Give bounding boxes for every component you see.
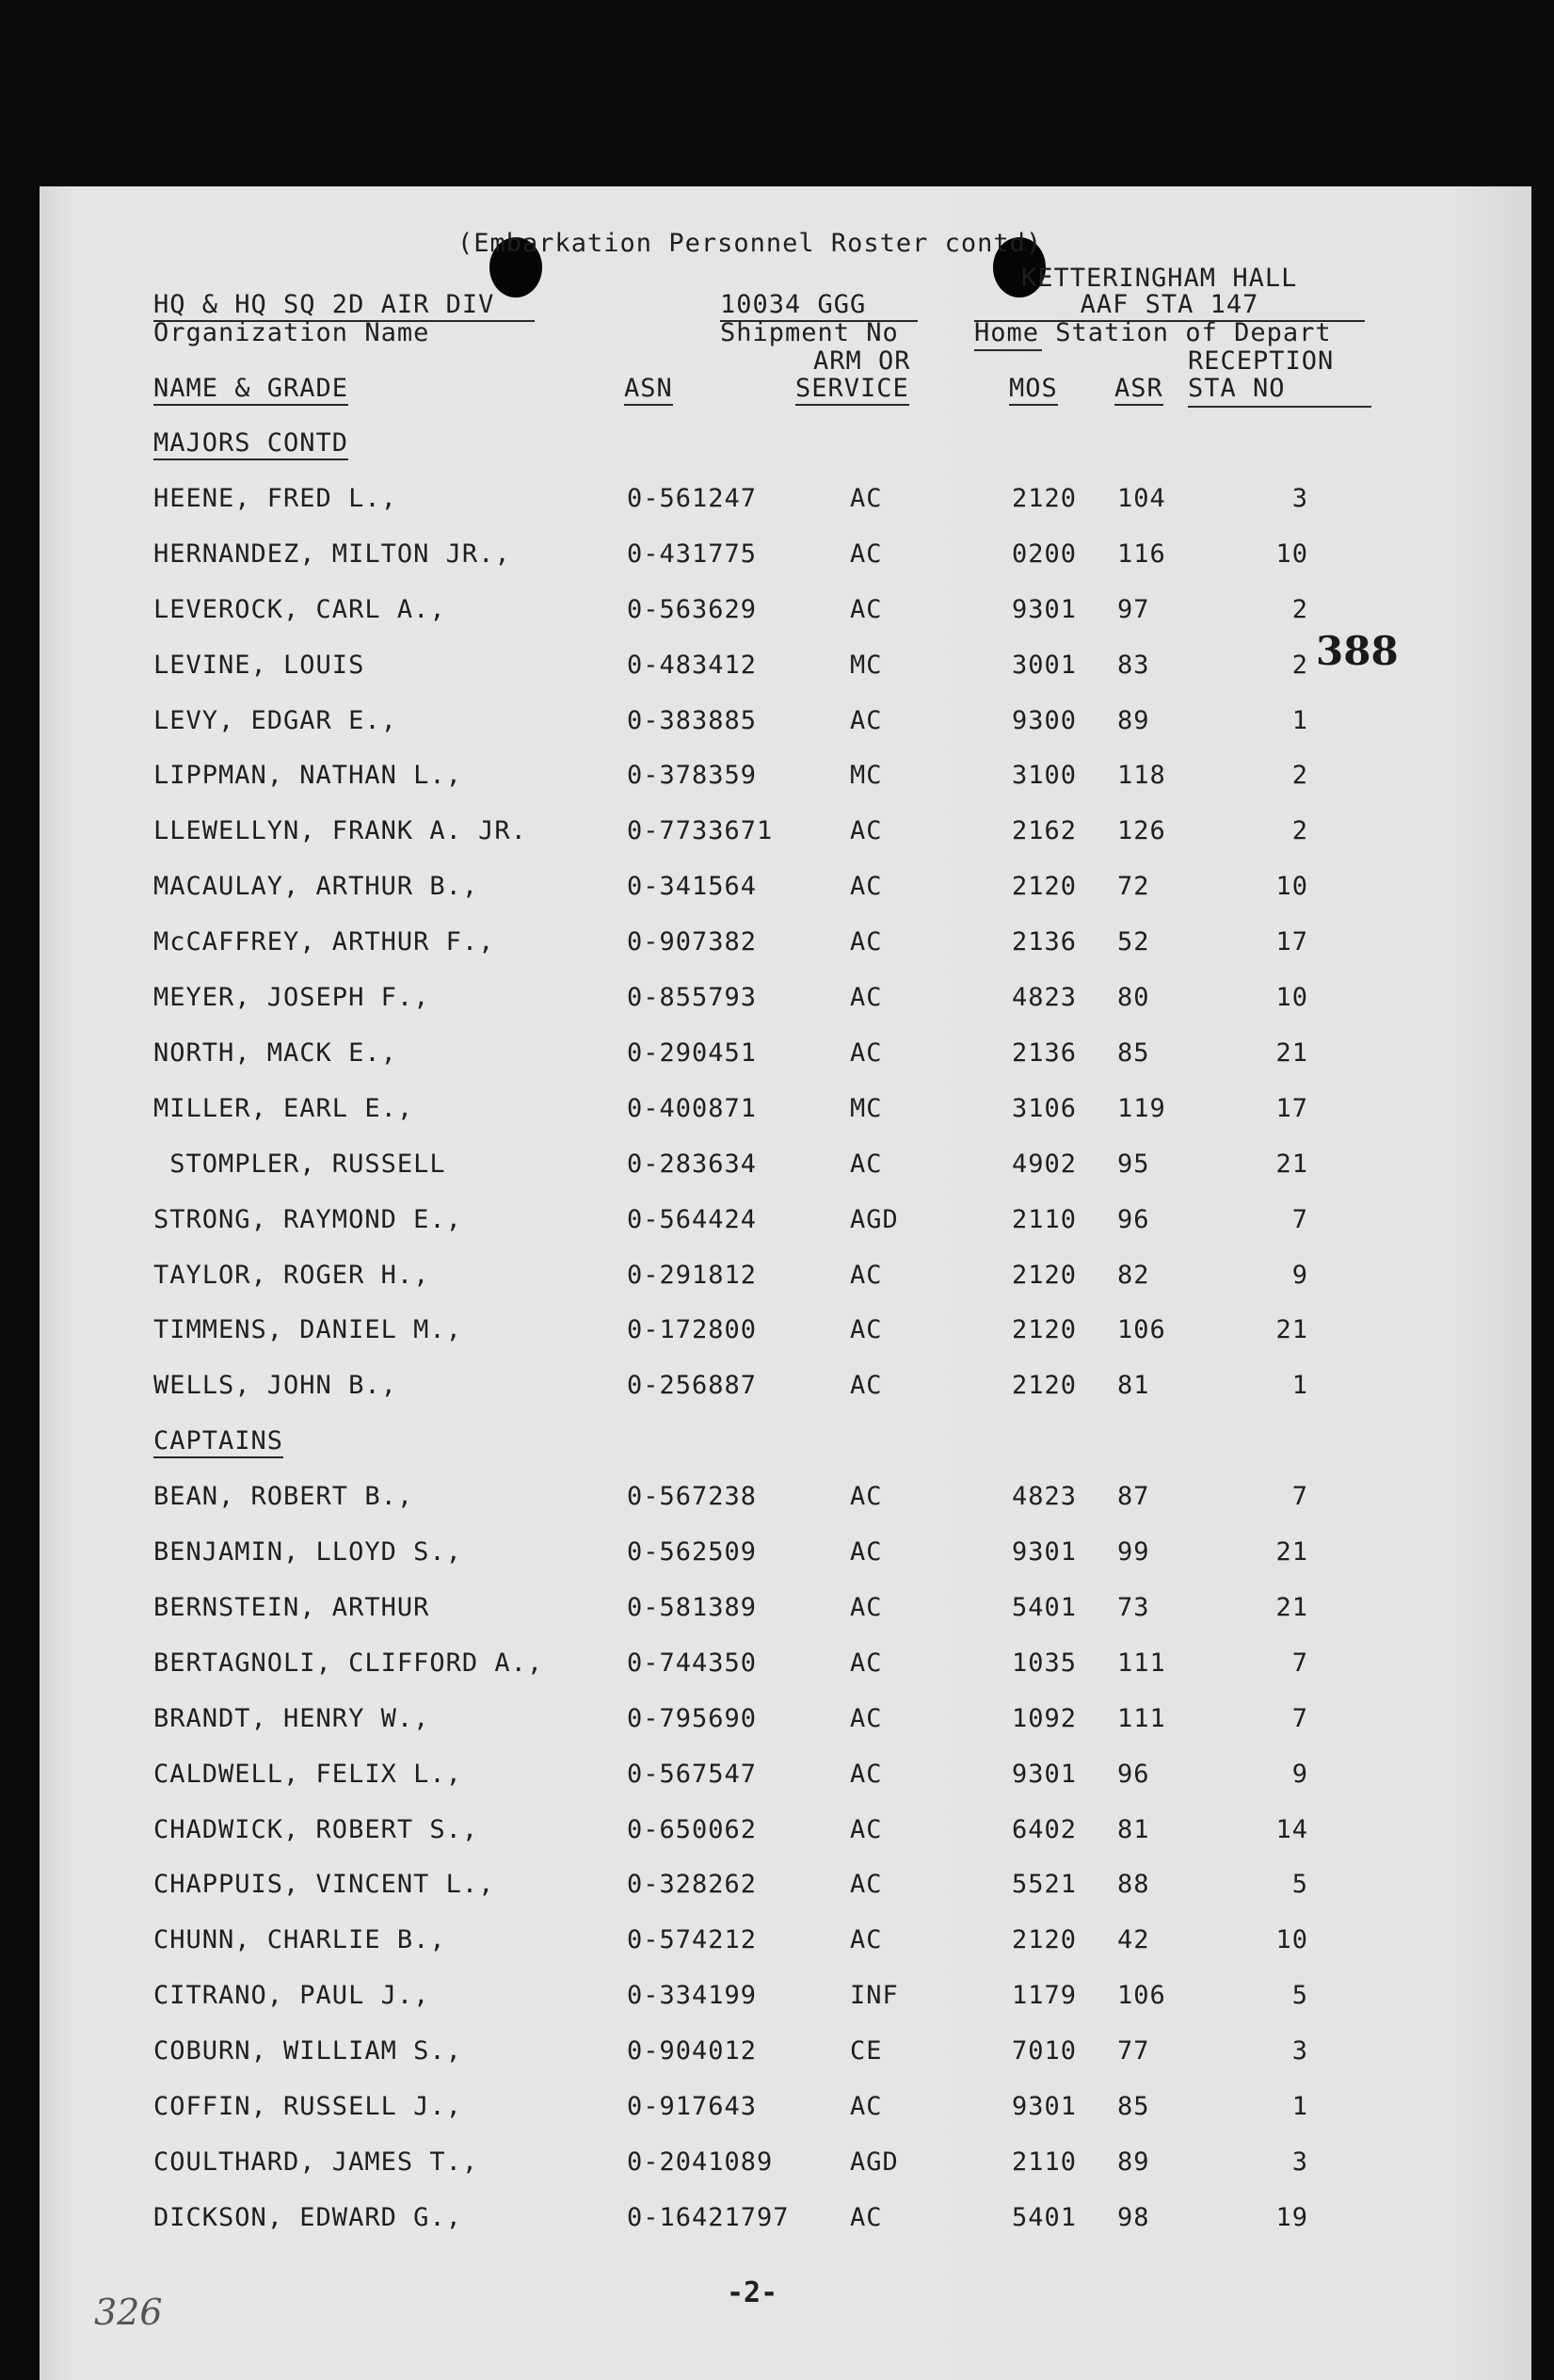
name-cell: COULTHARD, JAMES T., xyxy=(153,2147,479,2177)
reception-station-cell: 21 xyxy=(1275,1037,1308,1068)
column-arm-service: SERVICE xyxy=(795,374,909,406)
reception-station-cell: 10 xyxy=(1275,539,1308,569)
roster-row xyxy=(0,2092,1554,2130)
service-cell: AC xyxy=(850,1260,883,1290)
name-cell: BRANDT, HENRY W., xyxy=(153,1703,430,1733)
mos-cell: 2120 xyxy=(1012,1925,1078,1955)
asn-cell: 0-907382 xyxy=(627,927,758,957)
reception-station-cell: 3 xyxy=(1291,2147,1308,2177)
name-cell: CHADWICK, ROBERT S., xyxy=(153,1814,479,1844)
mos-cell: 2110 xyxy=(1012,1204,1078,1234)
asr-cell: 119 xyxy=(1117,1093,1166,1123)
mos-cell: 4902 xyxy=(1012,1149,1078,1179)
mos-cell: 5521 xyxy=(1012,1870,1078,1900)
asr-cell: 82 xyxy=(1117,1260,1150,1290)
asn-cell: 0-16421797 xyxy=(627,2202,790,2232)
asr-cell: 95 xyxy=(1117,1149,1150,1179)
reception-station-cell: 3 xyxy=(1291,2036,1308,2066)
reception-station-cell: 7 xyxy=(1291,1703,1308,1733)
name-cell: MILLER, EARL E., xyxy=(153,1093,414,1123)
reception-station-cell: 5 xyxy=(1291,1870,1308,1900)
reception-station-cell: 2 xyxy=(1291,594,1308,624)
service-cell: AC xyxy=(850,1537,883,1567)
roster-row xyxy=(0,1371,1554,1408)
asn-cell: 0-7733671 xyxy=(627,816,774,846)
mos-cell: 9301 xyxy=(1012,594,1078,624)
roster-row xyxy=(0,1925,1554,1963)
name-cell: STOMPLER, RUSSELL xyxy=(153,1149,446,1179)
asn-cell: 0-855793 xyxy=(627,983,758,1012)
name-cell: STRONG, RAYMOND E., xyxy=(153,1204,462,1234)
service-cell: INF xyxy=(850,1981,899,2011)
reception-station-cell: 21 xyxy=(1275,1592,1308,1622)
service-cell: AC xyxy=(850,2092,883,2121)
name-cell: HERNANDEZ, MILTON JR., xyxy=(153,539,511,569)
mos-cell: 2136 xyxy=(1012,927,1078,957)
service-cell: AC xyxy=(850,1814,883,1844)
home-underline xyxy=(974,349,1042,351)
name-cell: HEENE, FRED L., xyxy=(153,483,397,513)
asr-cell: 89 xyxy=(1117,705,1150,735)
reception-station-cell: 10 xyxy=(1275,983,1308,1012)
asn-cell: 0-383885 xyxy=(627,705,758,735)
asr-cell: 126 xyxy=(1117,816,1166,846)
roster-row xyxy=(0,1870,1554,1907)
mos-cell: 5401 xyxy=(1012,2202,1078,2232)
service-cell: AC xyxy=(850,1315,883,1345)
name-cell: BERNSTEIN, ARTHUR xyxy=(153,1592,430,1622)
name-cell: LEVEROCK, CARL A., xyxy=(153,594,446,624)
asr-cell: 116 xyxy=(1117,539,1166,569)
service-cell: AC xyxy=(850,539,883,569)
asn-cell: 0-567547 xyxy=(627,1759,758,1789)
service-cell: AC xyxy=(850,983,883,1012)
mos-cell: 5401 xyxy=(1012,1592,1078,1622)
roster-row xyxy=(0,1482,1554,1520)
asn-cell: 0-328262 xyxy=(627,1870,758,1900)
name-cell: BERTAGNOLI, CLIFFORD A., xyxy=(153,1648,544,1678)
mos-cell: 4823 xyxy=(1012,983,1078,1012)
service-cell: AC xyxy=(850,705,883,735)
mos-cell: 2136 xyxy=(1012,1037,1078,1068)
roster-row xyxy=(0,1704,1554,1742)
reception-underline xyxy=(1188,406,1371,408)
asr-cell: 111 xyxy=(1117,1648,1166,1678)
service-cell: AC xyxy=(850,872,883,902)
home-station-line-1: KETTERINGHAM HALL xyxy=(1021,264,1298,293)
service-cell: MC xyxy=(850,761,883,791)
home-station-label: Home Station of Depart xyxy=(974,318,1332,347)
asn-cell: 0-561247 xyxy=(627,483,758,513)
roster-row xyxy=(0,1094,1554,1132)
reception-station-cell: 7 xyxy=(1291,1204,1308,1234)
asn-cell: 0-564424 xyxy=(627,1204,758,1234)
name-cell: NORTH, MACK E., xyxy=(153,1037,397,1068)
name-cell: WELLS, JOHN B., xyxy=(153,1371,397,1401)
roster-row xyxy=(0,2036,1554,2074)
asn-cell: 0-400871 xyxy=(627,1093,758,1123)
reception-station-cell: 1 xyxy=(1291,1371,1308,1401)
service-cell: AC xyxy=(850,927,883,957)
asr-cell: 106 xyxy=(1117,1315,1166,1345)
section-heading: MAJORS CONTD xyxy=(153,428,348,460)
name-cell: COBURN, WILLIAM S., xyxy=(153,2036,462,2066)
roster-row xyxy=(0,1815,1554,1853)
name-cell: TAYLOR, ROGER H., xyxy=(153,1260,430,1290)
asr-cell: 88 xyxy=(1117,1870,1150,1900)
roster-row xyxy=(0,706,1554,744)
roster-row xyxy=(0,1648,1554,1686)
asr-cell: 73 xyxy=(1117,1592,1150,1622)
service-cell: AC xyxy=(850,1037,883,1068)
asr-cell: 81 xyxy=(1117,1371,1150,1401)
roster-row xyxy=(0,1593,1554,1631)
mos-cell: 2120 xyxy=(1012,872,1078,902)
asr-cell: 85 xyxy=(1117,1037,1150,1068)
roster-row xyxy=(0,595,1554,633)
organization-name: HQ & HQ SQ 2D AIR DIV xyxy=(153,290,535,322)
service-cell: AC xyxy=(850,1759,883,1789)
mos-cell: 9301 xyxy=(1012,1759,1078,1789)
mos-cell: 2120 xyxy=(1012,1371,1078,1401)
asn-cell: 0-378359 xyxy=(627,761,758,791)
roster-row xyxy=(0,2203,1554,2241)
name-cell: BENJAMIN, LLOYD S., xyxy=(153,1537,462,1567)
service-cell: AC xyxy=(850,1149,883,1179)
home-station-line-2: AAF STA 147 xyxy=(974,290,1365,322)
roster-row xyxy=(0,983,1554,1021)
asn-cell: 0-256887 xyxy=(627,1371,758,1401)
service-cell: AC xyxy=(850,1592,883,1622)
reception-station-cell: 14 xyxy=(1275,1814,1308,1844)
asr-cell: 87 xyxy=(1117,1482,1150,1512)
service-cell: AC xyxy=(850,816,883,846)
mos-cell: 7010 xyxy=(1012,2036,1078,2066)
mos-cell: 3106 xyxy=(1012,1093,1078,1123)
roster-row xyxy=(0,1315,1554,1353)
reception-station-cell: 5 xyxy=(1291,1981,1308,2011)
asr-cell: 96 xyxy=(1117,1759,1150,1789)
mos-cell: 3100 xyxy=(1012,761,1078,791)
asn-cell: 0-431775 xyxy=(627,539,758,569)
asn-cell: 0-291812 xyxy=(627,1260,758,1290)
asr-cell: 97 xyxy=(1117,594,1150,624)
organization-label: Organization Name xyxy=(153,318,430,347)
asr-cell: 52 xyxy=(1117,927,1150,957)
asn-cell: 0-567238 xyxy=(627,1482,758,1512)
roster-row xyxy=(0,816,1554,854)
asr-cell: 89 xyxy=(1117,2147,1150,2177)
asn-cell: 0-2041089 xyxy=(627,2147,774,2177)
reception-station-cell: 10 xyxy=(1275,1925,1308,1955)
mos-cell: 2162 xyxy=(1012,816,1078,846)
reception-station-cell: 17 xyxy=(1275,927,1308,957)
name-cell: CALDWELL, FELIX L., xyxy=(153,1759,462,1789)
service-cell: AC xyxy=(850,1482,883,1512)
mos-cell: 9301 xyxy=(1012,1537,1078,1567)
asn-cell: 0-172800 xyxy=(627,1315,758,1345)
column-asn: ASN xyxy=(624,374,673,406)
mos-cell: 0200 xyxy=(1012,539,1078,569)
asn-cell: 0-334199 xyxy=(627,1981,758,2011)
asr-cell: 98 xyxy=(1117,2202,1150,2232)
pencil-note: 326 xyxy=(94,2292,163,2333)
name-cell: LLEWELLYN, FRANK A. JR. xyxy=(153,816,527,846)
asr-cell: 104 xyxy=(1117,483,1166,513)
asn-cell: 0-744350 xyxy=(627,1648,758,1678)
mos-cell: 1035 xyxy=(1012,1648,1078,1678)
reception-station-cell: 17 xyxy=(1275,1093,1308,1123)
column-mos: MOS xyxy=(1009,374,1058,406)
name-cell: LEVY, EDGAR E., xyxy=(153,705,397,735)
service-cell: AC xyxy=(850,1703,883,1733)
reception-station-cell: 7 xyxy=(1291,1648,1308,1678)
asr-cell: 96 xyxy=(1117,1204,1150,1234)
name-cell: COFFIN, RUSSELL J., xyxy=(153,2092,462,2121)
mos-cell: 2110 xyxy=(1012,2147,1078,2177)
roster-row xyxy=(0,1981,1554,2018)
shipment-number: 10034 GGG xyxy=(720,290,918,322)
service-cell: AC xyxy=(850,594,883,624)
reception-station-cell: 7 xyxy=(1291,1482,1308,1512)
reception-station-cell: 21 xyxy=(1275,1149,1308,1179)
service-cell: CE xyxy=(850,2036,883,2066)
asn-cell: 0-917643 xyxy=(627,2092,758,2121)
name-cell: CHAPPUIS, VINCENT L., xyxy=(153,1870,495,1900)
roster-row xyxy=(0,1261,1554,1298)
name-cell: LIPPMAN, NATHAN L., xyxy=(153,761,462,791)
roster-row xyxy=(0,761,1554,798)
service-cell: AC xyxy=(850,483,883,513)
name-cell: MACAULAY, ARTHUR B., xyxy=(153,872,479,902)
reception-station-cell: 21 xyxy=(1275,1315,1308,1345)
roster-row xyxy=(0,1760,1554,1797)
roster-row xyxy=(0,484,1554,522)
asr-cell: 77 xyxy=(1117,2036,1150,2066)
roster-row xyxy=(0,1537,1554,1575)
asr-cell: 106 xyxy=(1117,1981,1166,2011)
mos-cell: 2120 xyxy=(1012,1315,1078,1345)
asn-cell: 0-795690 xyxy=(627,1703,758,1733)
reception-station-cell: 9 xyxy=(1291,1260,1308,1290)
asr-cell: 85 xyxy=(1117,2092,1150,2121)
asn-cell: 0-904012 xyxy=(627,2036,758,2066)
roster-row xyxy=(0,1150,1554,1187)
service-cell: AGD xyxy=(850,1204,899,1234)
roster-row xyxy=(0,872,1554,909)
page-number: -2- xyxy=(727,2276,778,2309)
document-title: (Embarkation Personnel Roster contd) xyxy=(457,229,1043,258)
asr-cell: 72 xyxy=(1117,872,1150,902)
service-cell: AC xyxy=(850,1870,883,1900)
asr-cell: 83 xyxy=(1117,650,1150,680)
mos-cell: 6402 xyxy=(1012,1814,1078,1844)
roster-row xyxy=(0,927,1554,965)
asn-cell: 0-562509 xyxy=(627,1537,758,1567)
mos-cell: 9300 xyxy=(1012,705,1078,735)
reception-station-cell: 1 xyxy=(1291,705,1308,735)
reception-station-cell: 2 xyxy=(1291,816,1308,846)
mos-cell: 9301 xyxy=(1012,2092,1078,2121)
mos-cell: 4823 xyxy=(1012,1482,1078,1512)
mos-cell: 1092 xyxy=(1012,1703,1078,1733)
roster-row xyxy=(0,1205,1554,1243)
column-reception-sta-no: STA NO xyxy=(1188,374,1286,403)
column-name-grade: NAME & GRADE xyxy=(153,374,348,406)
asn-cell: 0-341564 xyxy=(627,872,758,902)
service-cell: MC xyxy=(850,650,883,680)
asr-cell: 111 xyxy=(1117,1703,1166,1733)
mos-cell: 2120 xyxy=(1012,1260,1078,1290)
stamp-number: 388 xyxy=(1316,628,1399,674)
name-cell: CHUNN, CHARLIE B., xyxy=(153,1925,446,1955)
reception-station-cell: 21 xyxy=(1275,1537,1308,1567)
reception-station-cell: 2 xyxy=(1291,761,1308,791)
name-cell: MEYER, JOSEPH F., xyxy=(153,983,430,1012)
name-cell: DICKSON, EDWARD G., xyxy=(153,2202,462,2232)
mos-cell: 1179 xyxy=(1012,1981,1078,2011)
asn-cell: 0-563629 xyxy=(627,594,758,624)
name-cell: LEVINE, LOUIS xyxy=(153,650,365,680)
service-cell: AC xyxy=(850,1925,883,1955)
asr-cell: 99 xyxy=(1117,1537,1150,1567)
roster-row xyxy=(0,539,1554,577)
mos-cell: 2120 xyxy=(1012,483,1078,513)
name-cell: McCAFFREY, ARTHUR F., xyxy=(153,927,495,957)
name-cell: BEAN, ROBERT B., xyxy=(153,1482,414,1512)
roster-row xyxy=(0,2147,1554,2185)
column-reception-line-1: RECEPTION xyxy=(1188,346,1335,376)
column-asr: ASR xyxy=(1114,374,1163,406)
reception-station-cell: 9 xyxy=(1291,1759,1308,1789)
asr-cell: 81 xyxy=(1117,1814,1150,1844)
reception-station-cell: 3 xyxy=(1291,483,1308,513)
service-cell: AC xyxy=(850,1648,883,1678)
column-arm-line-1: ARM OR xyxy=(813,346,911,376)
asr-cell: 80 xyxy=(1117,983,1150,1012)
asn-cell: 0-483412 xyxy=(627,650,758,680)
service-cell: AC xyxy=(850,1371,883,1401)
asn-cell: 0-290451 xyxy=(627,1037,758,1068)
service-cell: AGD xyxy=(850,2147,899,2177)
roster-row xyxy=(0,1038,1554,1076)
asn-cell: 0-581389 xyxy=(627,1592,758,1622)
asn-cell: 0-650062 xyxy=(627,1814,758,1844)
service-cell: AC xyxy=(850,2202,883,2232)
mos-cell: 3001 xyxy=(1012,650,1078,680)
asr-cell: 118 xyxy=(1117,761,1166,791)
service-cell: MC xyxy=(850,1093,883,1123)
name-cell: TIMMENS, DANIEL M., xyxy=(153,1315,462,1345)
asr-cell: 42 xyxy=(1117,1925,1150,1955)
asn-cell: 0-283634 xyxy=(627,1149,758,1179)
reception-station-cell: 10 xyxy=(1275,872,1308,902)
reception-station-cell: 1 xyxy=(1291,2092,1308,2121)
reception-station-cell: 2 xyxy=(1291,650,1308,680)
asn-cell: 0-574212 xyxy=(627,1925,758,1955)
reception-station-cell: 19 xyxy=(1275,2202,1308,2232)
section-heading: CAPTAINS xyxy=(153,1426,283,1458)
name-cell: CITRANO, PAUL J., xyxy=(153,1981,430,2011)
shipment-label: Shipment No xyxy=(720,318,899,347)
